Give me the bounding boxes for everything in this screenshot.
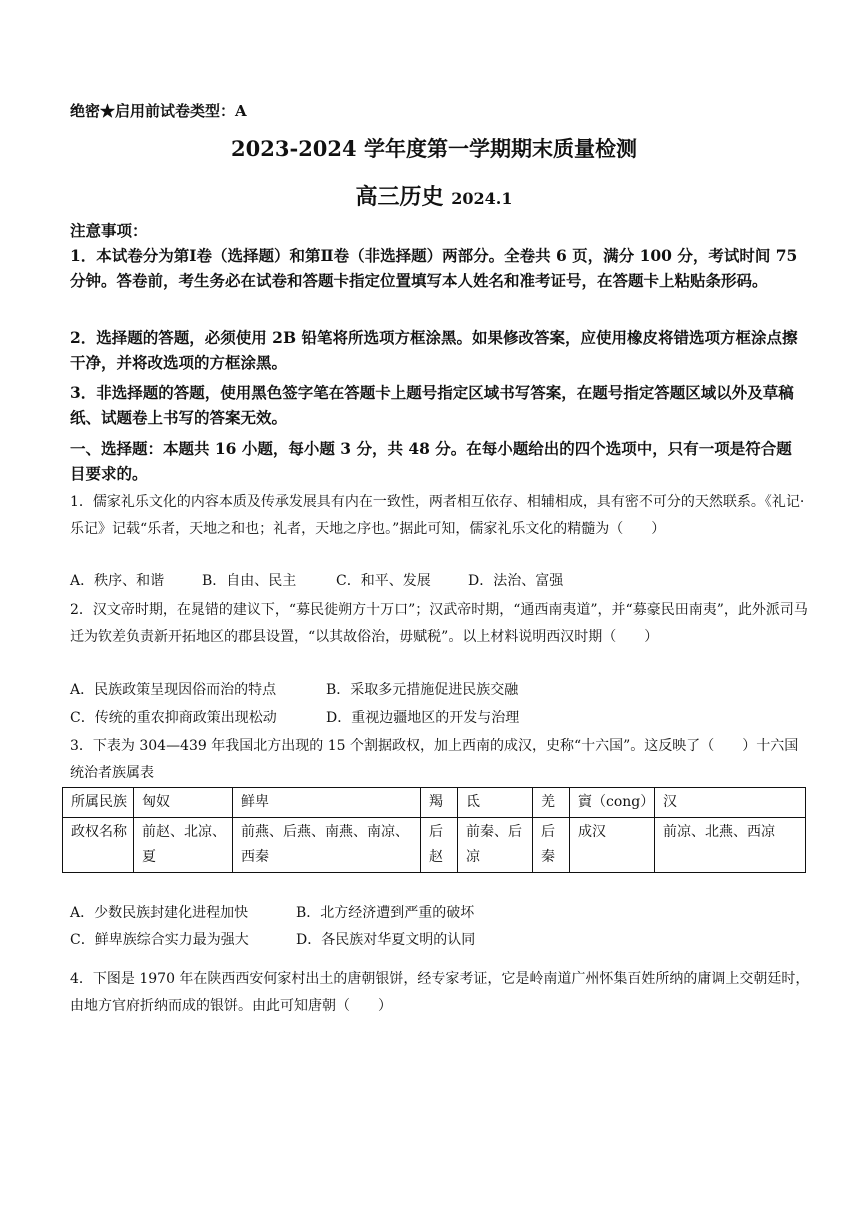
table-cell: 氐 xyxy=(458,788,533,818)
table-cell: 前凉、北燕、西凉 xyxy=(655,818,806,873)
question-1-options xyxy=(70,569,563,593)
option-c: C．和平、发展 xyxy=(336,573,431,589)
option-d: D．法治、富强 xyxy=(468,573,564,589)
option-b: B．采取多元措施促进民族交融 xyxy=(326,682,519,698)
option-b: B．北方经济遭到严重的破坏 xyxy=(296,905,475,921)
question-3-stem: 3．下表为 304—439 年我国北方出现的 15 个割据政权，加上西南的成汉，史称“十六国”。这反映了（ ）十六国统治者族属表 xyxy=(70,738,799,781)
table-cell: 所属民族 xyxy=(63,788,134,818)
notice-item: 3．非选择题的答题，使用黑色签字笔在答题卡上题号指定区域书写答案，在题号指定答题区域以外及草稿纸、试题卷上书写的答案无效。 xyxy=(70,383,794,427)
option-d: D．各民族对华夏文明的认同 xyxy=(296,932,476,948)
exam-subtitle xyxy=(0,180,868,211)
table-row xyxy=(63,788,806,818)
option-b: B．自由、民主 xyxy=(202,573,297,589)
question-4-stem: 4．下图是 1970 年在陕西西安何家村出土的唐朝银饼，经专家考证，它是岭南道广州怀集百姓所纳的庸调上交朝廷时，由地方官府折纳而成的银饼。由此可知唐朝（ ） xyxy=(70,971,810,1014)
option-a: A．民族政策呈现因俗而治的特点 xyxy=(70,682,277,698)
secret-label: 绝密★启用前试卷类型：A xyxy=(70,102,247,120)
table-cell: 鲜卑 xyxy=(233,788,421,818)
table-cell: 前秦、后凉 xyxy=(458,818,533,873)
section-heading: 一、选择题：本题共 16 小题，每小题 3 分，共 48 分。在每小题给出的四个选项中，只有一项是符合题目要求的。 xyxy=(70,439,792,483)
exam-title: 2023-2024 学年度第一学期期末质量检测 xyxy=(231,136,637,161)
table-cell: 成汉 xyxy=(570,818,655,873)
question-3-options-row-1 xyxy=(70,901,474,925)
regime-table xyxy=(62,787,806,873)
subject-label: 高三历史 xyxy=(355,184,444,210)
question-2-options-row-2 xyxy=(70,706,519,730)
table-cell: 賨（cong） xyxy=(570,788,655,818)
option-a: A．秩序、和谐 xyxy=(70,573,165,589)
table-cell: 前燕、后燕、南燕、南凉、西秦 xyxy=(233,818,421,873)
table-cell: 羌 xyxy=(533,788,570,818)
question-3-options-row-2 xyxy=(70,928,475,952)
notice-heading: 注意事项： xyxy=(70,221,148,240)
question-2-options-row-1 xyxy=(70,678,518,702)
table-cell: 后秦 xyxy=(533,818,570,873)
question-1-stem: 1．儒家礼乐文化的内容本质及传承发展具有内在一致性，两者相互依存、相辅相成，具有密不可分的天然联系。《礼记·乐记》记载“乐者，天地之和也；礼者，天地之序也。”据此可知，儒家礼乐文化的精髓为（ ） xyxy=(70,494,805,537)
exam-date: 2024.1 xyxy=(451,189,513,208)
table-cell: 后赵 xyxy=(421,818,458,873)
table-cell: 前赵、北凉、夏 xyxy=(134,818,233,873)
option-a: A．少数民族封建化进程加快 xyxy=(70,905,249,921)
notice-item: 1．本试卷分为第Ⅰ卷（选择题）和第Ⅱ卷（非选择题）两部分。全卷共 6 页，满分 100 分，考试时间 75 分钟。答卷前，考生务必在试卷和答题卡指定位置填写本人姓名和准考证号，在答题卡上粘贴条形码。 xyxy=(70,246,798,290)
option-c: C．传统的重农抑商政策出现松动 xyxy=(70,710,277,726)
table-cell: 政权名称 xyxy=(63,818,134,873)
table-cell: 匈奴 xyxy=(134,788,233,818)
table-cell: 汉 xyxy=(655,788,806,818)
table-cell: 羯 xyxy=(421,788,458,818)
notice-item: 2．选择题的答题，必须使用 2B 铅笔将所选项方框涂黑。如果修改答案，应使用橡皮将错选项方框涂点擦干净，并将改选项的方框涂黑。 xyxy=(70,328,798,372)
option-d: D．重视边疆地区的开发与治理 xyxy=(326,710,520,726)
question-2-stem: 2．汉文帝时期，在晁错的建议下，“募民徙朔方十万口”；汉武帝时期，“通西南夷道”，并“募豪民田南夷”，此外派司马迁为钦差负责新开拓地区的郡县设置，“以其故俗治，毋赋税”。以上材料说明西汉时期（ ） xyxy=(70,602,808,645)
option-c: C．鲜卑族综合实力最为强大 xyxy=(70,932,249,948)
table-row xyxy=(63,818,806,873)
